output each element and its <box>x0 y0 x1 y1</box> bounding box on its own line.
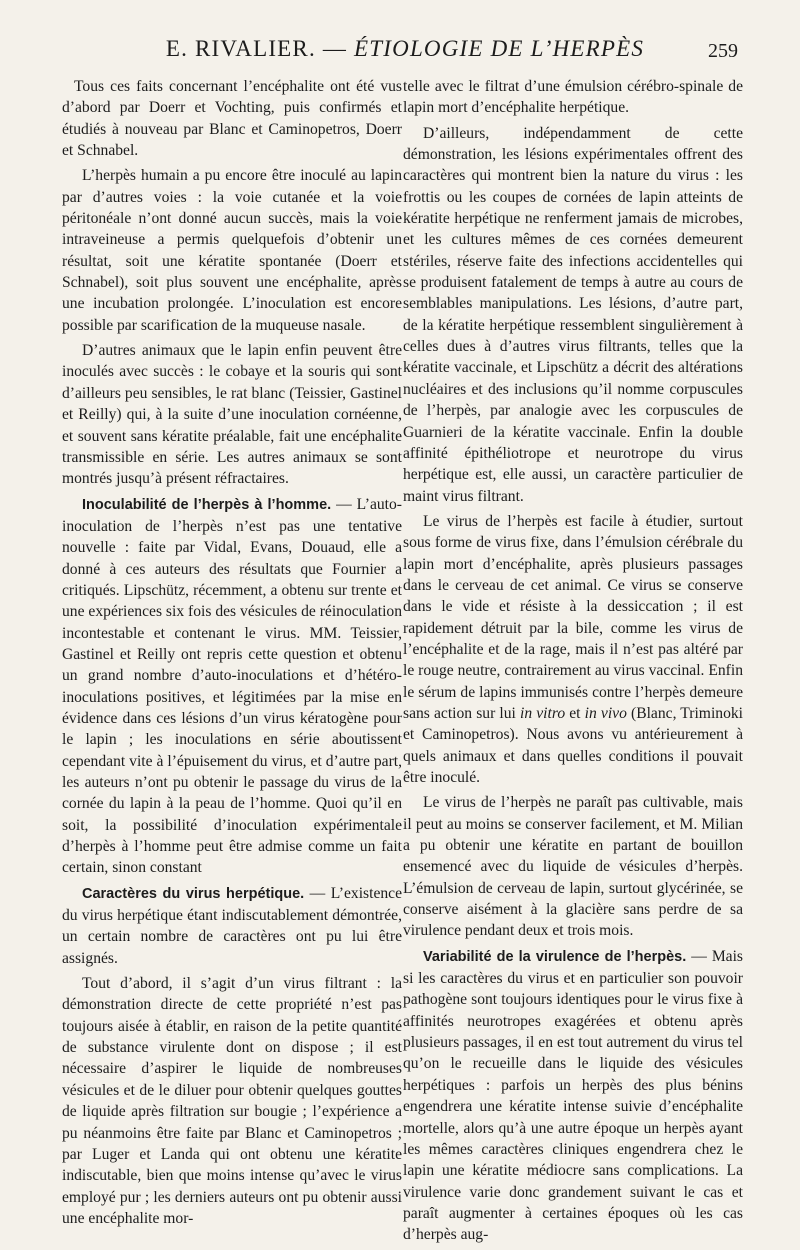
article-title: ÉTIOLOGIE DE L’HERPÈS <box>354 36 645 61</box>
section-heading: Variabilité de la virulence de l’herpès. <box>423 948 687 965</box>
right-column <box>403 76 743 1250</box>
paragraph-text: Le virus de l’herpès est facile à étudier, surtout sous forme de virus fixe, dans l’émulsion cérébrale du lapin mort d’encéphalite, après plusieurs passages dans le cerveau de cet animal. Ce virus se conserve dans le vide et résiste à la dessiccation ; il est rapidement détruit par la bile, comme les virus de l’encéphalite et de la rage, mais il n’est pas altéré par le rouge neutre, contrairement au virus vaccinal. Enfin le sérum de lapins immunisés contre l’herpès demeure sans action sur lui <box>403 512 743 722</box>
italic-term: in vitro <box>519 704 566 722</box>
paragraph-text: L’existence du virus herpétique étant indiscutablement démontrée, un certain nombre de caractères ont pu lui être assignés. <box>62 884 403 967</box>
paragraph: Le virus de l’herpès ne paraît pas cultivable, mais il peut au moins se conserver facilement, et M. Milian a pu obtenir une kératite en partant de bouillon ensemencé avec du liquide de vésicules d’herpès. L’émulsion de cerveau de lapin, surtout glycérinée, se conserve aisément à la glacière sans perdre de sa virulence pendant deux et trois mois. <box>403 794 743 940</box>
heading-dash: — <box>331 495 357 513</box>
paragraph-text: et <box>565 704 585 722</box>
header-separator: — <box>315 36 355 61</box>
running-header <box>0 34 800 78</box>
section-heading: Caractères du virus herpétique. <box>82 885 305 902</box>
italic-term: in vivo <box>584 704 627 722</box>
paragraph: D’autres animaux que le lapin enfin peuvent être inoculés avec succès : le cobaye et la souris qui sont d’ailleurs peu sensibles, le rat blanc (Teissier, Gastinel et Reilly) qui, à la suite d’une inoculation cornéenne, et souvent sans kératite préalable, fait une encéphalite transmissible en série. Les autres animaux se sont montrés jusqu’à présent réfractaires. <box>62 342 402 488</box>
paragraph: L’herpès humain a pu encore être inoculé au lapin par d’autres voies : la voie cutanée et la voie péritonéale n’ont donné aucun succès, mais la voie intraveineuse a permis quelquefois d’obtenir un résultat, soit une kératite spontanée (Doerr et Schnabel), soit plus souvent une encéphalite, après une incubation prolongée. L’inoculation est encore possible par scarification de la muqueuse nasale. <box>62 167 402 334</box>
page-number: 259 <box>708 40 738 62</box>
section-paragraph <box>62 494 402 879</box>
paragraph: telle avec le filtrat d’une émulsion cérébro-spinale de lapin mort d’encéphalite herpétique. <box>403 78 743 117</box>
section-paragraph <box>62 883 402 969</box>
author-name: E. RIVALIER. <box>165 36 316 61</box>
section-heading: Inoculabilité de l’herpès à l’homme. <box>82 496 332 513</box>
paragraph: Tout d’abord, il s’agit d’un virus filtrant : la démonstration directe de cette propriété n’est pas toujours aisée à établir, en raison de la petite quantité de substance virulente dont on dispose ; il est nécessaire d’aspirer le liquide de nombreuses vésicules et de le diluer pour obtenir quelques gouttes de liquide après filtration sur bougie ; l’expérience a pu néanmoins être faite par Blanc et Caminopetros ; par Luger et Landa qui ont obtenu une kératite indiscutable, bien que moins intense qu’avec le virus employé pur ; les derniers auteurs ont pu obtenir aussi une encéphalite mor- <box>62 975 402 1227</box>
left-column <box>62 76 402 1233</box>
paragraph: Tous ces faits concernant l’encéphalite ont été vus d’abord par Doerr et Vochting, puis confirmés et étudiés à nouveau par Blanc et Caminopetros, Doerr et Schnabel. <box>62 78 402 160</box>
paragraph-text: L’auto-inoculation de l’herpès n’est pas une tentative nouvelle : faite par Vidal, Evans, Douaud, elle a donné à ces auteurs des résultats que Fournier a critiqués. Lipschütz, récemment, a obtenu sur trente et une expériences six fois des vésicules de réinoculation incontestable et contenant le virus. MM. Teissier, Gastinel et Reilly ont repris cette question et obtenu un grand nombre d’auto-inoculations et d’hétéro-inoculations positives, et légitimées par la mise en évidence dans ces lésions d’un virus kératogène pour le lapin ; les inoculations en série aboutissent cependant vite à l’épuisement du virus, et d’autre part, les auteurs n’ont pu obtenir le passage du virus de la cornée du lapin à la peau de l’homme. Quoi qu’il en soit, la possibilité d’inoculation expérimentale d’herpès à l’homme peut être admise comme un fait certain, sinon constant <box>62 495 402 877</box>
paragraph <box>403 511 743 788</box>
paragraph: D’ailleurs, indépendamment de cette démonstration, les lésions expérimentales offrent des caractères qui montrent bien la nature du virus : les frottis ou les coupes de cornées de lapin atteints de kératite herpétique ne renferment jamais de microbes, et les cultures mêmes de ces cornées demeurent stériles, réserve faite des infections accidentelles qui se produisent fatalement de temps à autre au cours de semblables manipulations. Les lésions, d’autre part, de la kératite herpétique ressemblent singulièrement à celles dues à d’autres virus filtrants, telles que la kératite vaccinale, et Lipschütz a décrit des altérations nucléaires et des inclusions qu’il nomme corpuscules de l’herpès, par analogie avec les corpuscules de Guarnieri de la kératite vaccinale. Enfin la double affinité épithéliotrope et neurotrope du virus herpétique est, elle aussi, un caractère particulier de maint virus filtrant. <box>403 124 743 505</box>
running-head <box>150 36 660 62</box>
heading-dash: — <box>686 947 712 965</box>
paragraph-text: Mais si les caractères du virus et en particulier son pouvoir pathogène sont toujours identiques pour le virus fixe à affinités neurotropes exagérées et obtenu après plusieurs passages, il en est tout autrement du virus tel qu’on le recueille dans le liquide des vésicules herpétiques : parfois un herpès des plus bénins engendrera une kératite intense suivie d’encéphalite mortelle, alors qu’à une autre époque un herpès ayant les mêmes caractères cliniques engendrera chez le lapin une kératite médiocre sans complications. La virulence varie donc grandement suivant le cas et paraît augmenter à certaines époques où les cas d’herpès aug- <box>403 947 743 1244</box>
paragraph-text: (Blanc, Triminoki et Caminopetros). Nous avons vu antérieurement à quels animaux et dans quelles conditions il pouvait être inoculé. <box>403 704 743 786</box>
heading-dash: — <box>304 884 331 902</box>
section-paragraph <box>403 946 743 1246</box>
